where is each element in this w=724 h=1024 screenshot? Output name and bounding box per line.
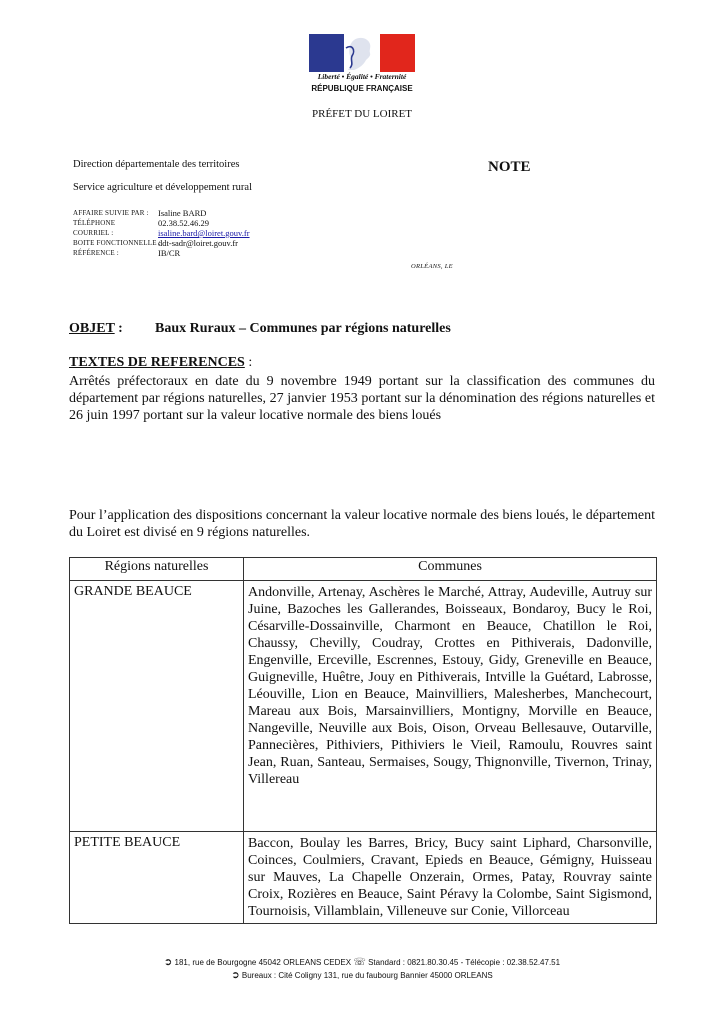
communes-list: Baccon, Boulay les Barres, Bricy, Bucy saint Liphard, Charsonville, Coinces, Coulmiers, Cravant, Epieds en Beauce, Gémigny, Huisseau sur Mauves, La Chapelle Onzerain, Ormes, Patay, Rouvray sainte Croix, Rozières en Beauce, Saint Péravy la Colombe, Saint Sigismond, Tournoisis, Villamblain, Villeneuve sur Conie, Villorceau xyxy=(244,832,657,924)
direction-name: Direction départementale des territoires xyxy=(73,159,240,170)
footer-line-1 xyxy=(0,956,724,969)
republique-logo xyxy=(309,34,415,98)
contact-label: TÉLÉPHONE xyxy=(73,219,116,227)
column-header-communes: Communes xyxy=(244,558,657,581)
functional-mailbox: ddt-sadr@loiret.gouv.fr xyxy=(158,238,238,248)
phone-icon: ☏ xyxy=(353,957,366,968)
prefet-title: PRÉFET DU LOIRET xyxy=(311,108,413,120)
objet-sep: : xyxy=(114,321,123,336)
marianne-flag-icon xyxy=(309,34,415,72)
references-heading xyxy=(69,355,252,371)
marianne-profile-icon xyxy=(344,34,380,72)
place-date: ORLÉANS, LE xyxy=(411,263,453,270)
document-type: NOTE xyxy=(488,159,531,175)
service-name: Service agriculture et développement rural xyxy=(73,182,253,193)
objet-title: Baux Ruraux – Communes par régions naturelles xyxy=(155,321,451,336)
arrow-icon: ➲ xyxy=(231,970,240,981)
republic-name: RÉPUBLIQUE FRANÇAISE xyxy=(311,84,413,93)
phone-value: 02.38.52.46.29 xyxy=(158,218,209,228)
contact-label: BOITE FONCTIONNELLE : xyxy=(73,239,161,247)
reference-value: IB/CR xyxy=(158,248,181,258)
arrow-icon: ➲ xyxy=(163,957,173,968)
region-name: GRANDE BEAUCE xyxy=(70,581,244,832)
table-row xyxy=(70,832,657,924)
footer-phone: Standard : 0821.80.30.45 - Télécopie : 02.38.52.47.51 xyxy=(368,958,561,967)
references-heading-text: TEXTES DE REFERENCES xyxy=(69,355,245,370)
footer-address: 181, rue de Bourgogne 45042 ORLEANS CEDEX xyxy=(174,958,352,967)
regions-table xyxy=(69,557,657,924)
contact-label: AFFAIRE SUIVIE PAR : xyxy=(73,209,149,217)
communes-list: Andonville, Artenay, Aschères le Marché, Attray, Audeville, Autruy sur Juine, Bazoches les Gallerandes, Boisseaux, Bondaroy, Bucy le Roi, Césarville-Dossainville, Charmont en Beauce, Chatillon le Roi, Chaussy, Chevilly, Coudray, Crottes en Pithiverais, Dadonville, Engenville, Erceville, Escrennes, Estouy, Gidy, Greneville en Beauce, Guigneville, Huêtre, Jouy en Pithiverais, Intville la Guétard, Labrosse, Léouville, Lion en Beauce, Mainvilliers, Malesherbes, Manchecourt, Mareau aux Bois, Marsainvilliers, Montigny, Morville en Beauce, Nangeville, Neuville aux Bois, Oison, Orveau Bellesauve, Outarville, Pannecières, Pithiviers, Pithiviers le Vieil, Ramoulu, Rouvres saint Jean, Ruan, Santeau, Sermaises, Sougy, Thignonville, Tivernon, Trinay, Villereau xyxy=(244,581,657,832)
region-name: PETITE BEAUCE xyxy=(70,832,244,924)
contact-value: Isaline BARD xyxy=(158,208,207,218)
objet-line xyxy=(69,321,451,337)
footer-line-2 xyxy=(0,969,724,982)
table-row xyxy=(70,581,657,832)
republic-motto: Liberté • Égalité • Fraternité xyxy=(317,72,407,81)
column-header-regions: Régions naturelles xyxy=(70,558,244,581)
contact-label: RÉFÉRENCE : xyxy=(73,249,119,257)
references-sep: : xyxy=(244,355,253,370)
intro-paragraph: Pour l’application des dispositions concernant la valeur locative normale des biens loués, le département du Loiret est divisé en 9 régions naturelles. xyxy=(69,508,655,540)
objet-key: OBJET xyxy=(69,321,115,336)
table-header-row xyxy=(70,558,657,581)
contact-label: COURRIEL : xyxy=(73,229,114,237)
footer-offices: Bureaux : Cité Coligny 131, rue du faubourg Bannier 45000 ORLEANS xyxy=(241,971,493,980)
page-footer xyxy=(0,956,724,982)
email-link[interactable]: isaline.bard@loiret.gouv.fr xyxy=(158,228,250,238)
references-paragraph: Arrêtés préfectoraux en date du 9 novembre 1949 portant sur la classification des communes du département par régions naturelles, 27 janvier 1953 portant sur la dénomination des régions naturelles et 26 juin 1997 portant sur la valeur locative normale des biens loués xyxy=(69,374,655,423)
